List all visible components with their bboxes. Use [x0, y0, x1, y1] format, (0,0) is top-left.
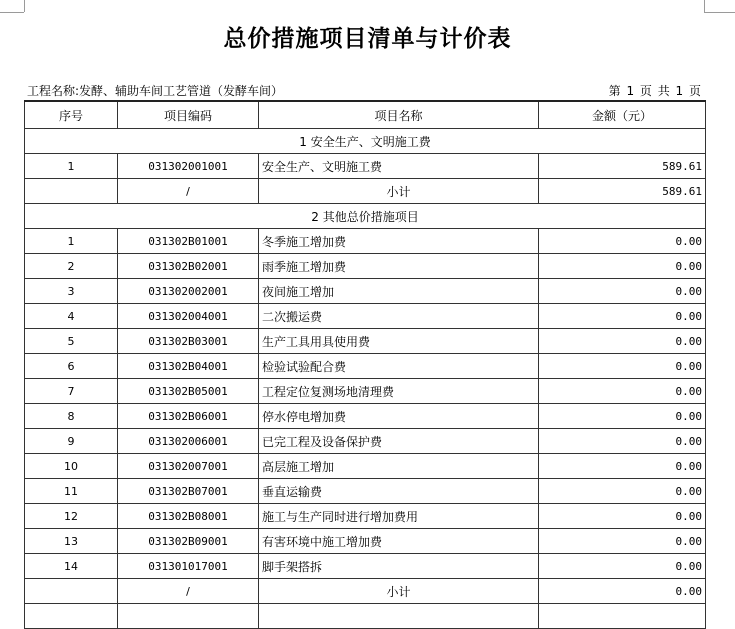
row-amount: 0.00	[539, 504, 706, 529]
subtotal-amount: 589.61	[539, 179, 706, 204]
row-name: 高层施工增加	[259, 454, 539, 479]
table-row	[25, 429, 706, 454]
table-row	[25, 304, 706, 329]
row-amount: 0.00	[539, 304, 706, 329]
row-name: 工程定位复测场地清理费	[259, 379, 539, 404]
row-code: 031302006001	[118, 429, 259, 454]
section-title: 1 安全生产、文明施工费	[25, 129, 706, 154]
row-amount: 0.00	[539, 254, 706, 279]
subtotal-no	[25, 179, 118, 204]
crop-mark-top-right-h	[704, 12, 735, 13]
project-name-line	[27, 82, 283, 99]
row-no: 4	[25, 304, 118, 329]
row-no: 7	[25, 379, 118, 404]
row-no: 13	[25, 529, 118, 554]
crop-mark-top-right	[704, 0, 705, 12]
row-amount: 0.00	[539, 529, 706, 554]
row-amount: 0.00	[539, 329, 706, 354]
table-row	[25, 379, 706, 404]
table-row	[25, 529, 706, 554]
row-no: 14	[25, 554, 118, 579]
row-code: 031301017001	[118, 554, 259, 579]
table-row	[25, 504, 706, 529]
row-no: 3	[25, 279, 118, 304]
subtotal-amount: 0.00	[539, 579, 706, 604]
header-row	[25, 101, 706, 129]
subtotal-row	[25, 579, 706, 604]
row-name: 已完工程及设备保护费	[259, 429, 539, 454]
crop-mark-top-left-h	[0, 12, 24, 13]
row-no: 1	[25, 229, 118, 254]
row-name: 停水停电增加费	[259, 404, 539, 429]
row-name: 垂直运输费	[259, 479, 539, 504]
row-code: 031302B09001	[118, 529, 259, 554]
subtotal-no	[25, 579, 118, 604]
row-name: 检验试验配合费	[259, 354, 539, 379]
table-row	[25, 554, 706, 579]
row-code: 031302004001	[118, 304, 259, 329]
row-no: 12	[25, 504, 118, 529]
table-row	[25, 354, 706, 379]
page-title: 总价措施项目清单与计价表	[223, 26, 512, 52]
table-row	[25, 279, 706, 304]
header-no: 序号	[25, 101, 118, 129]
row-amount: 0.00	[539, 554, 706, 579]
row-no: 10	[25, 454, 118, 479]
header-amount: 金额（元）	[539, 101, 706, 129]
row-code: 031302B06001	[118, 404, 259, 429]
section-title: 2 其他总价措施项目	[25, 204, 706, 229]
row-code: 031302B04001	[118, 354, 259, 379]
project-name: 发酵、辅助车间工艺管道（发酵车间）	[79, 84, 284, 98]
row-amount: 0.00	[539, 379, 706, 404]
row-code: 031302B07001	[118, 479, 259, 504]
table-row	[25, 329, 706, 354]
subtotal-label: 小计	[259, 579, 539, 604]
empty-cell	[118, 604, 259, 629]
row-no: 8	[25, 404, 118, 429]
row-code: 031302007001	[118, 454, 259, 479]
row-code: 031302B08001	[118, 504, 259, 529]
row-name: 冬季施工增加费	[259, 229, 539, 254]
row-amount: 589.61	[539, 154, 706, 179]
row-name: 雨季施工增加费	[259, 254, 539, 279]
project-name-label: 工程名称:	[27, 84, 80, 98]
empty-row	[25, 604, 706, 629]
row-name: 夜间施工增加	[259, 279, 539, 304]
row-name: 生产工具用具使用费	[259, 329, 539, 354]
row-amount: 0.00	[539, 404, 706, 429]
subtotal-label: 小计	[259, 179, 539, 204]
subtotal-code: /	[118, 179, 259, 204]
row-name: 脚手架搭拆	[259, 554, 539, 579]
row-amount: 0.00	[539, 229, 706, 254]
row-amount: 0.00	[539, 454, 706, 479]
row-name: 施工与生产同时进行增加费用	[259, 504, 539, 529]
row-no: 1	[25, 154, 118, 179]
row-name: 安全生产、文明施工费	[259, 154, 539, 179]
measures-table	[24, 100, 706, 629]
table-body	[25, 129, 706, 629]
header-code: 项目编码	[118, 101, 259, 129]
header-name: 项目名称	[259, 101, 539, 129]
table-row	[25, 454, 706, 479]
row-code: 031302B02001	[118, 254, 259, 279]
section-header-row	[25, 204, 706, 229]
table-row	[25, 229, 706, 254]
row-code: 031302001001	[118, 154, 259, 179]
row-code: 031302002001	[118, 279, 259, 304]
subtotal-row	[25, 179, 706, 204]
row-amount: 0.00	[539, 279, 706, 304]
section-header-row	[25, 129, 706, 154]
row-code: 031302B05001	[118, 379, 259, 404]
table-row	[25, 254, 706, 279]
page-info: 第 1 页 共 1 页	[608, 84, 702, 98]
row-no: 2	[25, 254, 118, 279]
row-code: 031302B03001	[118, 329, 259, 354]
row-no: 11	[25, 479, 118, 504]
row-name: 二次搬运费	[259, 304, 539, 329]
row-amount: 0.00	[539, 354, 706, 379]
row-amount: 0.00	[539, 479, 706, 504]
empty-cell	[539, 604, 706, 629]
empty-cell	[25, 604, 118, 629]
crop-mark-top-left	[24, 0, 25, 12]
row-no: 6	[25, 354, 118, 379]
empty-cell	[259, 604, 539, 629]
row-code: 031302B01001	[118, 229, 259, 254]
table-row	[25, 154, 706, 179]
row-name: 有害环境中施工增加费	[259, 529, 539, 554]
table-row	[25, 479, 706, 504]
row-no: 9	[25, 429, 118, 454]
subtotal-code: /	[118, 579, 259, 604]
row-no: 5	[25, 329, 118, 354]
row-amount: 0.00	[539, 429, 706, 454]
table-row	[25, 404, 706, 429]
